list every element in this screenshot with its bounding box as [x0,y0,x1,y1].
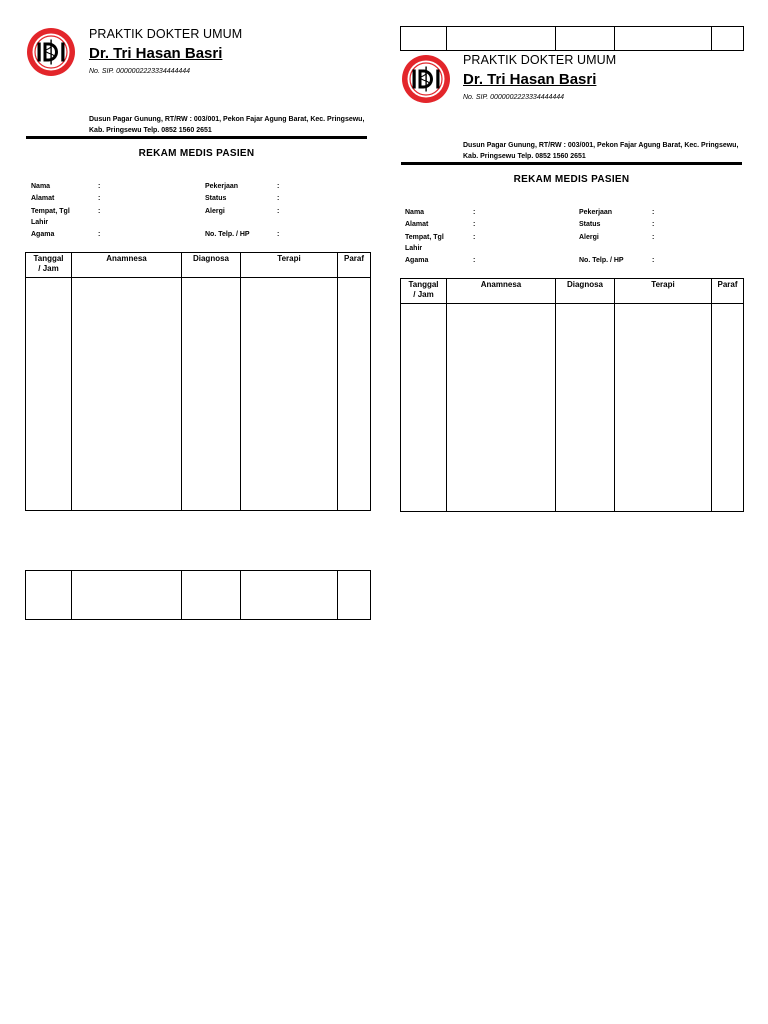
clinic-title: PRAKTIK DOKTER UMUM [463,53,617,67]
sip-number: No. SIP. 0000002223334444444 [463,94,565,101]
cell-anamnesa[interactable] [72,278,182,511]
field-label-lahir: Lahir [31,219,49,226]
form-title: REKAM MEDIS PASIEN [138,148,255,159]
clinic-address: Dusun Pagar Gunung, RT/RW : 003/001, Pekon Fajar Agung Barat, Kec. Pringsewu, Kab. Pringsewu Telp. 0852 1560 2651 [463,142,739,160]
col-header-diagnosa: Diagnosa [556,279,615,304]
field-colon: : [652,209,655,216]
cell-terapi[interactable] [241,571,338,620]
field-colon: : [277,208,280,215]
field-colon: : [652,221,655,228]
field-colon: : [277,231,280,238]
col-header-terapi: Terapi [615,279,712,304]
cell-anamnesa[interactable] [447,27,556,51]
cell-paraf[interactable] [338,571,371,620]
sip-number: No. SIP. 0000002223334444444 [89,68,191,75]
cell-paraf[interactable] [338,278,371,511]
cell-tanggal[interactable] [26,571,72,620]
header-jam-text: / Jam [38,264,59,273]
field-label-tempat-tgl: Tempat, Tgl [405,234,444,241]
cell-paraf[interactable] [712,27,744,51]
col-header-paraf: Paraf [338,253,371,278]
field-label-telp: No. Telp. / HP [579,257,624,264]
cell-tanggal[interactable] [26,278,72,511]
field-label-lahir: Lahir [405,245,423,252]
field-colon: : [98,195,101,202]
idi-logo-icon [401,54,451,104]
doctor-name: Dr. Tri Hasan Basri [463,71,597,88]
field-label-pekerjaan: Pekerjaan [205,183,239,190]
field-colon: : [473,209,476,216]
continuation-table [25,570,371,620]
col-header-diagnosa: Diagnosa [182,253,241,278]
col-header-tanggal [26,253,72,278]
field-label-tempat-tgl: Tempat, Tgl [31,208,70,215]
col-header-tanggal [401,279,447,304]
field-colon: : [98,208,101,215]
medical-record-table [25,252,371,511]
field-label-alamat: Alamat [405,221,429,228]
cell-terapi[interactable] [241,278,338,511]
field-label-nama: Nama [31,183,51,190]
col-header-terapi: Terapi [241,253,338,278]
header-tanggal-text: Tanggal [408,280,439,289]
cell-diagnosa[interactable] [182,571,241,620]
field-label-alamat: Alamat [31,195,55,202]
field-colon: : [652,234,655,241]
field-label-nama: Nama [405,209,425,216]
right-record-card [384,0,768,640]
table-row [26,571,371,620]
clinic-title: PRAKTIK DOKTER UMUM [89,27,243,41]
field-colon: : [277,195,280,202]
cell-terapi[interactable] [615,304,712,512]
field-label-pekerjaan: Pekerjaan [579,209,613,216]
col-header-paraf: Paraf [712,279,744,304]
field-label-status: Status [579,221,601,228]
field-label-telp: No. Telp. / HP [205,231,250,238]
form-title: REKAM MEDIS PASIEN [513,174,630,185]
col-header-anamnesa: Anamnesa [447,279,556,304]
clinic-address: Dusun Pagar Gunung, RT/RW : 003/001, Pekon Fajar Agung Barat, Kec. Pringsewu, Kab. Pringsewu Telp. 0852 1560 2651 [89,116,365,134]
field-label-agama: Agama [31,231,55,238]
idi-logo-icon [26,27,76,77]
header-jam-text: / Jam [413,290,434,299]
cell-diagnosa[interactable] [556,27,615,51]
table-row [401,27,744,51]
field-label-alergi: Alergi [579,234,599,241]
col-header-anamnesa: Anamnesa [72,253,182,278]
cell-tanggal[interactable] [401,27,447,51]
field-colon: : [473,257,476,264]
top-strip-table [400,26,744,51]
header-divider [401,162,742,165]
cell-paraf[interactable] [712,304,744,512]
cell-terapi[interactable] [615,27,712,51]
field-colon: : [277,183,280,190]
field-label-agama: Agama [405,257,429,264]
header-divider [26,136,367,139]
cell-anamnesa[interactable] [447,304,556,512]
medical-record-table [400,278,744,512]
table-row [401,304,744,512]
field-label-alergi: Alergi [205,208,225,215]
table-row [26,278,371,511]
field-colon: : [473,234,476,241]
doctor-name: Dr. Tri Hasan Basri [89,45,223,62]
field-label-status: Status [205,195,227,202]
field-colon: : [98,231,101,238]
cell-diagnosa[interactable] [182,278,241,511]
field-colon: : [98,183,101,190]
header-tanggal-text: Tanggal [33,254,64,263]
cell-anamnesa[interactable] [72,571,182,620]
cell-diagnosa[interactable] [556,304,615,512]
field-colon: : [652,257,655,264]
cell-tanggal[interactable] [401,304,447,512]
field-colon: : [473,221,476,228]
left-record-card [0,0,384,640]
